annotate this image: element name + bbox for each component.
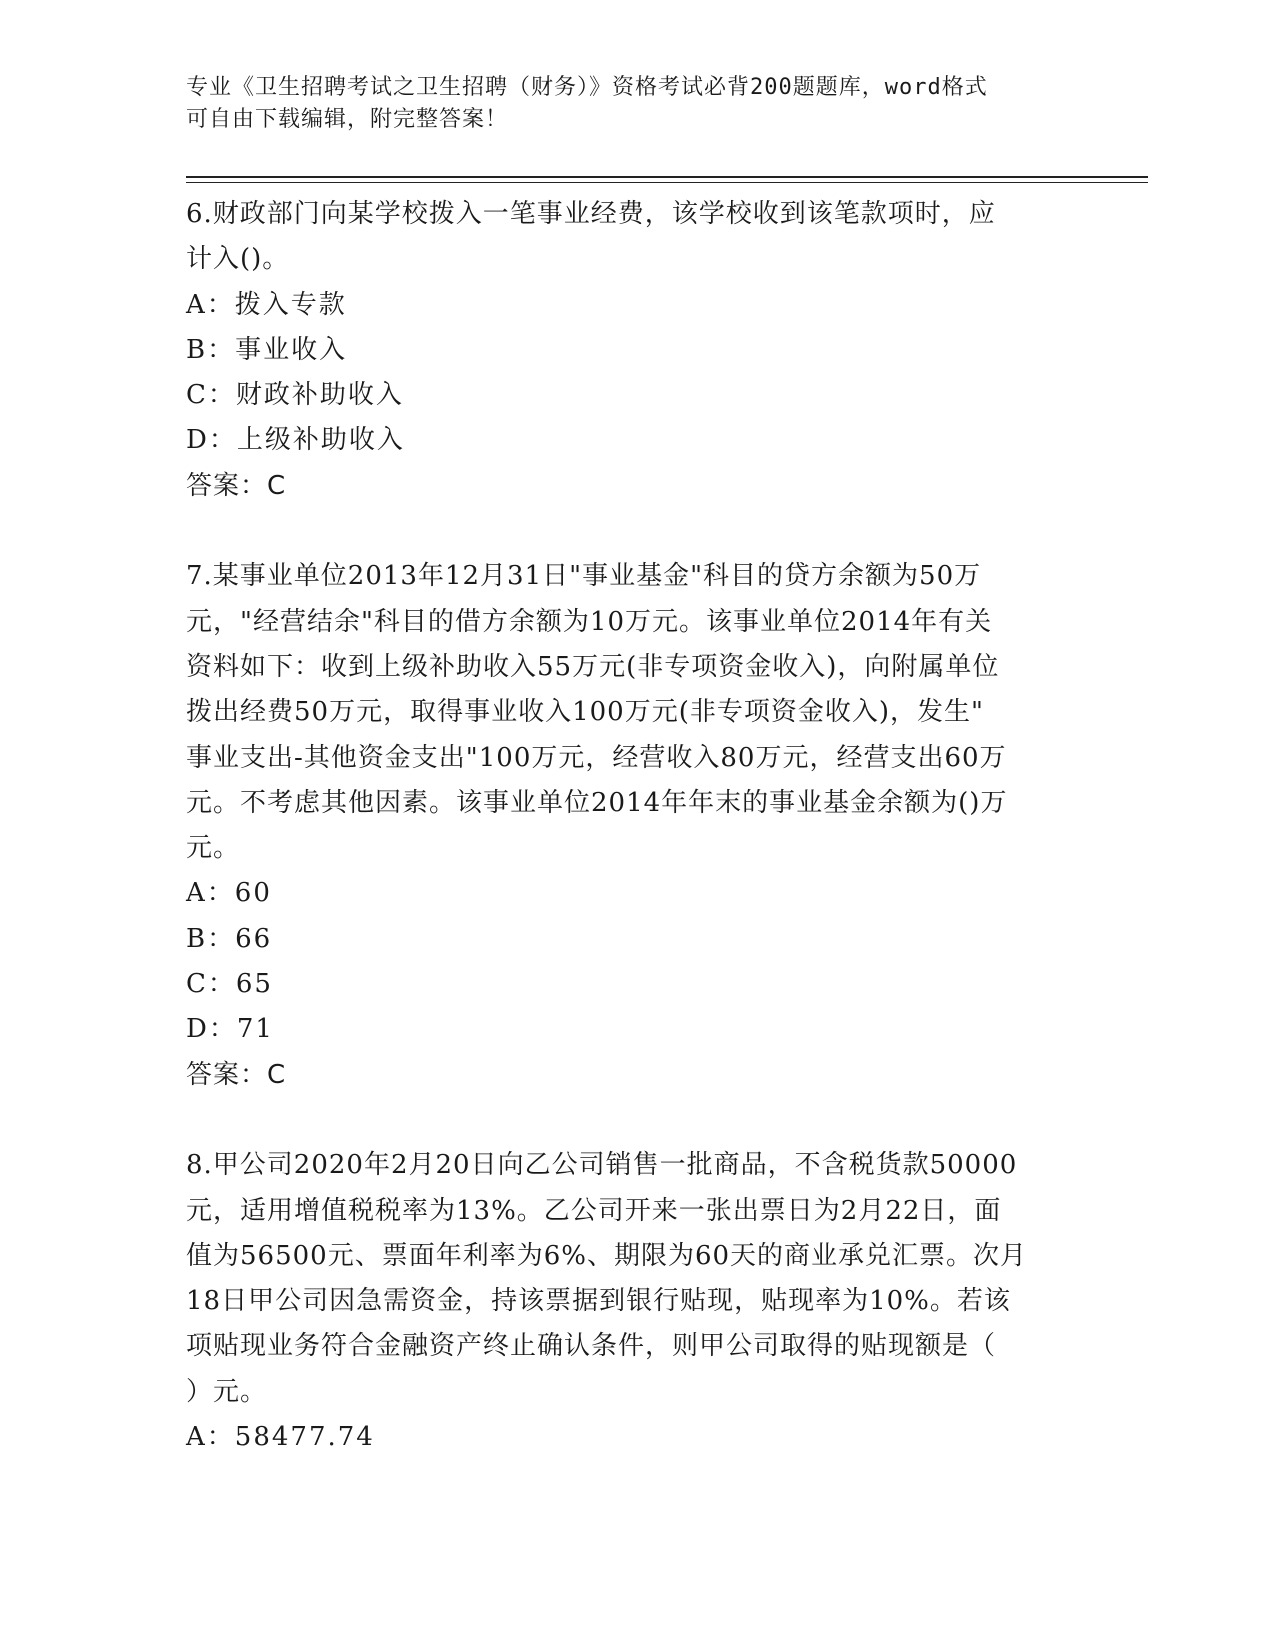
- question-stem-line: 事业支出-其他资金支出"100万元，经营收入80万元，经营支出60万: [186, 742, 1007, 773]
- question-stem-line: 元。: [186, 833, 241, 864]
- option-a: A：60: [186, 878, 272, 909]
- question-stem-line: 18日甲公司因急需资金，持该票据到银行贴现，贴现率为10%。若该: [186, 1286, 1011, 1317]
- header-line-1: 专业《卫生招聘考试之卫生招聘（财务）》资格考试必背200题题库，word格式: [186, 75, 988, 100]
- question-stem-line: 元，"经营结余"科目的借方余额为10万元。该事业单位2014年有关: [186, 606, 993, 637]
- question-stem-line: ）元。: [186, 1376, 268, 1407]
- option-d: D：71: [186, 1014, 274, 1045]
- option-b: B：66: [186, 923, 273, 954]
- header-divider-thick: [186, 176, 1148, 178]
- option-d: D：上级补助收入: [186, 425, 405, 456]
- question-6: [186, 192, 1086, 509]
- question-stem-line: 7.某事业单位2013年12月31日"事业基金"科目的贷方余额为50万: [186, 561, 982, 592]
- option-a: A：58477.74: [186, 1422, 375, 1453]
- question-stem-line: 项贴现业务符合金融资产终止确认条件，则甲公司取得的贴现额是（: [186, 1331, 997, 1362]
- option-b: B：事业收入: [186, 334, 348, 365]
- header-divider-thin: [186, 182, 1148, 183]
- question-list: [186, 192, 1086, 1460]
- answer-line: 答案：C: [186, 470, 287, 501]
- question-stem-line: 值为56500元、票面年利率为6%、期限为60天的商业承兑汇票。次月: [186, 1240, 1028, 1271]
- question-stem-line: 计入()。: [186, 244, 290, 275]
- question-spacer: [186, 509, 1086, 554]
- question-stem-line: 6.财政部门向某学校拨入一笔事业经费，该学校收到该笔款项时，应: [186, 199, 996, 229]
- question-stem-line: 拨出经费50万元，取得事业收入100万元(非专项资金收入)，发生": [186, 697, 984, 728]
- option-c: C：财政补助收入: [186, 380, 404, 411]
- header-line-2: 可自由下载编辑，附完整答案！: [186, 107, 509, 132]
- answer-line: 答案：C: [186, 1059, 287, 1090]
- question-8: [186, 1143, 1086, 1460]
- question-stem-line: 元。不考虑其他因素。该事业单位2014年年末的事业基金余额为()万: [186, 787, 1008, 818]
- question-stem-line: 8.甲公司2020年2月20日向乙公司销售一批商品，不含税货款50000: [186, 1150, 1018, 1181]
- question-stem-line: 元，适用增值税税率为13%。乙公司开来一张出票日为2月22日，面: [186, 1195, 1002, 1226]
- option-a: A：拨入专款: [186, 289, 347, 320]
- option-c: C：65: [186, 969, 273, 1000]
- question-stem-line: 资料如下：收到上级补助收入55万元(非专项资金收入)，向附属单位: [186, 651, 1000, 682]
- question-spacer: [186, 1098, 1086, 1143]
- document-header: [186, 72, 1066, 136]
- question-7: [186, 554, 1086, 1098]
